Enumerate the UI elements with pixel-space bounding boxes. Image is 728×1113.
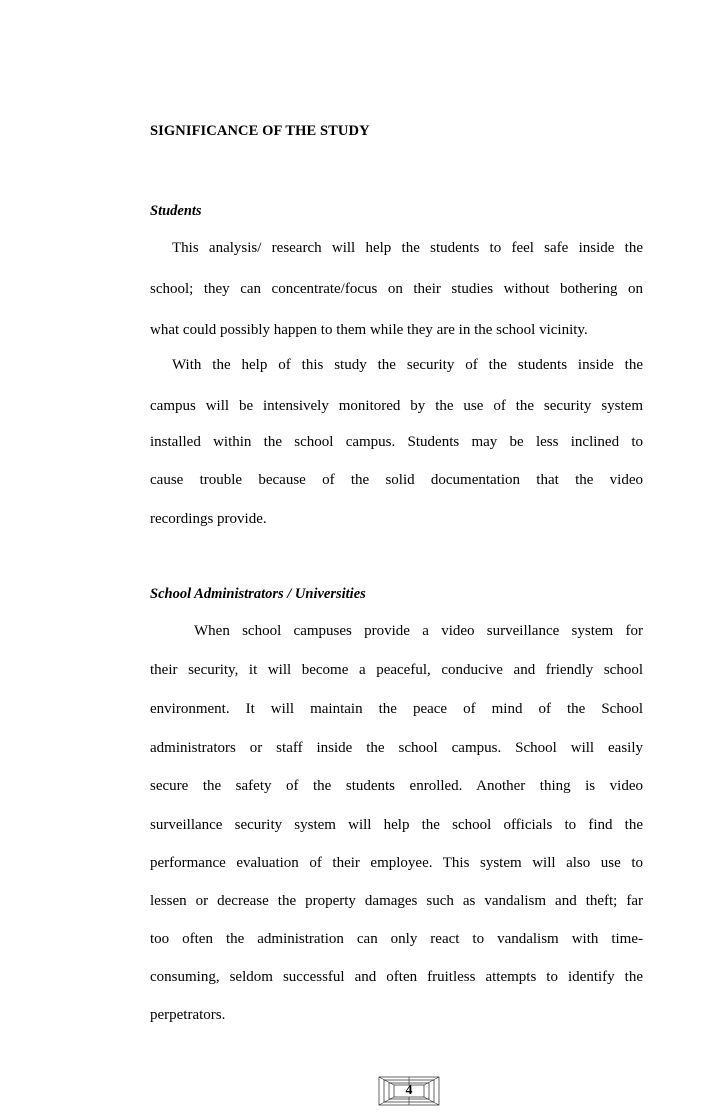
paragraph-line: This analysis/ research will help the students to feel safe inside the <box>172 240 643 256</box>
paragraph-line: performance evaluation of their employee. This system will also use to <box>150 855 643 871</box>
administrators-subheading: School Administrators / Universities <box>150 586 366 602</box>
paragraph-line: recordings provide. <box>150 511 267 527</box>
section-heading: SIGNIFICANCE OF THE STUDY <box>150 123 370 139</box>
paragraph-line: environment. It will maintain the peace of mind of the School <box>150 701 643 717</box>
paragraph-line: secure the safety of the students enrolled. Another thing is video <box>150 778 643 794</box>
paragraph-line: When school campuses provide a video surveillance system for <box>194 623 643 639</box>
paragraph-line: perpetrators. <box>150 1007 226 1023</box>
paragraph-line: their security, it will become a peaceful, conducive and friendly school <box>150 662 643 678</box>
students-subheading: Students <box>150 203 202 219</box>
page-number: 4 <box>405 1083 413 1098</box>
paragraph-line: what could possibly happen to them while they are in the school vicinity. <box>150 322 588 338</box>
paragraph-line: consuming, seldom successful and often fruitless attempts to identify the <box>150 969 643 985</box>
paragraph-line: installed within the school campus. Students may be less inclined to <box>150 434 643 450</box>
paragraph-line: lessen or decrease the property damages such as vandalism and theft; far <box>150 893 643 909</box>
paragraph-line: surveillance security system will help the school officials to find the <box>150 817 643 833</box>
paragraph-line: school; they can concentrate/focus on their studies without bothering on <box>150 281 643 297</box>
paragraph-line: too often the administration can only react to vandalism with time- <box>150 931 643 947</box>
paragraph-line: administrators or staff inside the school campus. School will easily <box>150 740 643 756</box>
paragraph-line: With the help of this study the security of the students inside the <box>172 357 643 373</box>
paragraph-line: campus will be intensively monitored by the use of the security system <box>150 398 643 414</box>
paragraph-line: cause trouble because of the solid documentation that the video <box>150 472 643 488</box>
